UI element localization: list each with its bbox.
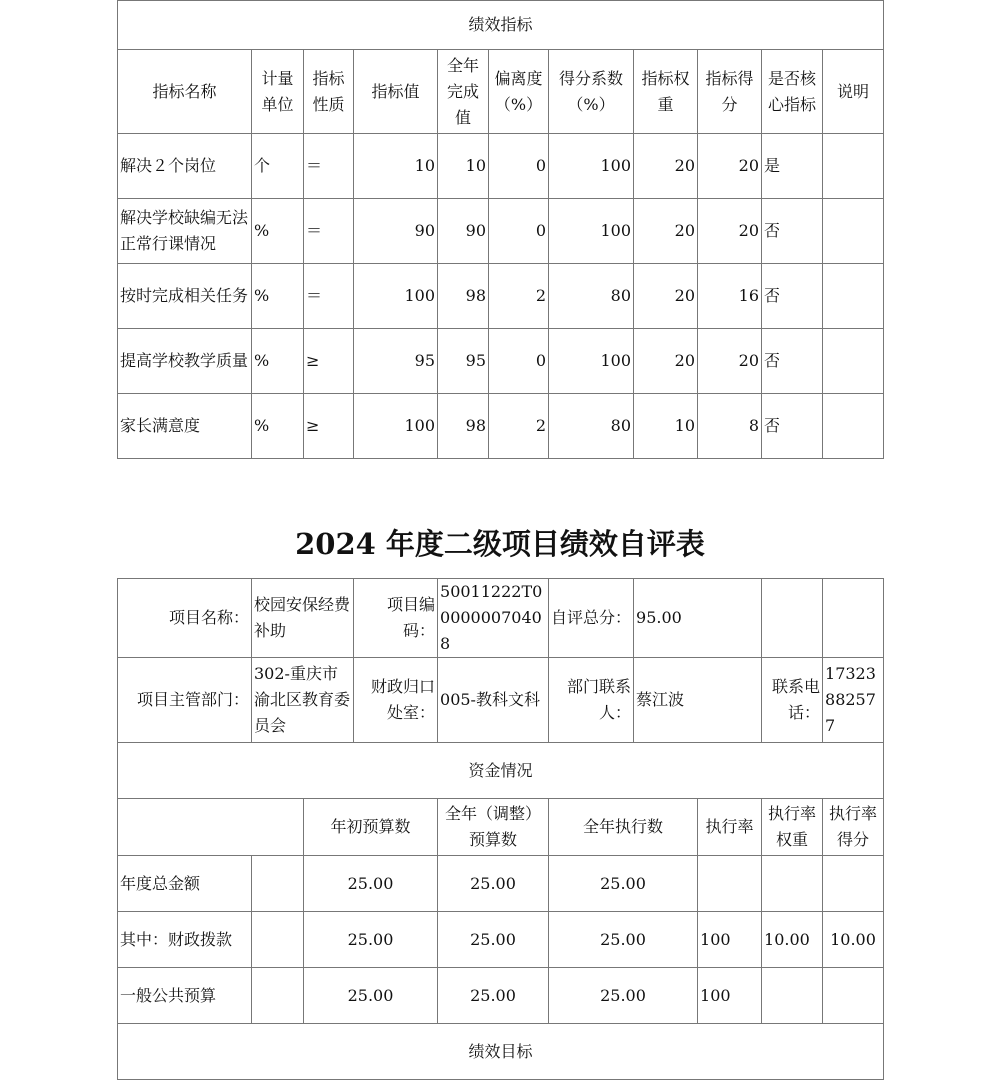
- table-row: [118, 199, 884, 264]
- table-cell: 是: [762, 134, 823, 199]
- table-cell: 年度总金额: [118, 856, 252, 912]
- header-cell: 执行率: [698, 799, 762, 856]
- page-title: 2024 年度二级项目绩效自评表: [295, 527, 705, 561]
- table-cell: 2: [489, 264, 549, 329]
- section-title: 绩效指标: [118, 1, 884, 50]
- table-cell: 20: [634, 264, 698, 329]
- header-cell: 得分系数（%）: [549, 50, 634, 134]
- table-cell: 100: [354, 394, 438, 459]
- table-cell: 否: [762, 329, 823, 394]
- table-cell: 25.00: [304, 968, 438, 1024]
- table-cell: 一般公共预算: [118, 968, 252, 1024]
- dept-label: 项目主管部门：: [118, 658, 252, 743]
- self-evaluation-table: [117, 578, 884, 1080]
- table-cell: 16: [698, 264, 762, 329]
- table-cell: 25.00: [304, 912, 438, 968]
- header-cell: 指标值: [354, 50, 438, 134]
- table-cell: [823, 199, 884, 264]
- header-row: [118, 50, 884, 134]
- table-cell: 2: [489, 394, 549, 459]
- table-cell: 100: [698, 912, 762, 968]
- project-code-label: 项目编码：: [354, 579, 438, 658]
- table-cell: [823, 394, 884, 459]
- table-cell: 95: [438, 329, 489, 394]
- office-value: 005-教科文科: [438, 658, 549, 743]
- table-cell: 解决２个岗位: [118, 134, 252, 199]
- table-cell: 家长满意度: [118, 394, 252, 459]
- table-cell: 100: [549, 199, 634, 264]
- table-cell: [762, 968, 823, 1024]
- phone-label: 联系电话：: [762, 658, 823, 743]
- table-cell: 否: [762, 264, 823, 329]
- table-cell: 98: [438, 394, 489, 459]
- empty-cell: [823, 579, 884, 658]
- table-cell: 10.00: [823, 912, 884, 968]
- header-cell: 说明: [823, 50, 884, 134]
- dept-value: 302-重庆市渝北区教育委员会: [252, 658, 354, 743]
- table-cell: 25.00: [549, 968, 698, 1024]
- empty-cell: [252, 856, 304, 912]
- table-cell: 100: [354, 264, 438, 329]
- table-cell: 10: [354, 134, 438, 199]
- table-cell: 20: [634, 329, 698, 394]
- project-name-label: 项目名称：: [118, 579, 252, 658]
- header-cell: 执行率权重: [762, 799, 823, 856]
- table-cell: 25.00: [438, 856, 549, 912]
- header-cell: 偏离度（%）: [489, 50, 549, 134]
- table-cell: [698, 856, 762, 912]
- performance-indicator-table: [117, 0, 884, 459]
- score-value: 95.00: [634, 579, 762, 658]
- table-cell: 100: [549, 134, 634, 199]
- empty-cell: [762, 579, 823, 658]
- table-cell: 25.00: [549, 856, 698, 912]
- table-cell: 否: [762, 199, 823, 264]
- table-cell: 10: [438, 134, 489, 199]
- table-cell: 25.00: [549, 912, 698, 968]
- phone-value: 17323882577: [823, 658, 884, 743]
- header-cell: 全年完成值: [438, 50, 489, 134]
- table-cell: [762, 856, 823, 912]
- contact-label: 部门联系人：: [549, 658, 634, 743]
- table-cell: 0: [489, 134, 549, 199]
- table-cell: 0: [489, 329, 549, 394]
- header-cell: 执行率得分: [823, 799, 884, 856]
- table-cell: %: [252, 264, 304, 329]
- table-cell: 0: [489, 199, 549, 264]
- table-cell: 20: [698, 199, 762, 264]
- funds-header-row: [118, 799, 884, 856]
- table-cell: 8: [698, 394, 762, 459]
- table-cell: 98: [438, 264, 489, 329]
- empty-cell: [118, 799, 304, 856]
- table-cell: 100: [698, 968, 762, 1024]
- table-cell: ≥: [304, 329, 354, 394]
- table-row: [118, 134, 884, 199]
- header-cell: 指标权重: [634, 50, 698, 134]
- table-cell: 25.00: [304, 856, 438, 912]
- table-cell: ≥: [304, 394, 354, 459]
- header-cell: 是否核心指标: [762, 50, 823, 134]
- table-cell: 提高学校教学质量: [118, 329, 252, 394]
- table-cell: [823, 856, 884, 912]
- table-cell: 20: [698, 329, 762, 394]
- project-name: 校园安保经费补助: [252, 579, 354, 658]
- funds-row: [118, 912, 884, 968]
- header-cell: 指标性质: [304, 50, 354, 134]
- header-cell: 全年执行数: [549, 799, 698, 856]
- table-row: [118, 329, 884, 394]
- table-cell: 95: [354, 329, 438, 394]
- table-row: [118, 264, 884, 329]
- header-cell: 全年（调整）预算数: [438, 799, 549, 856]
- table-cell: [823, 264, 884, 329]
- table-cell: %: [252, 394, 304, 459]
- table-cell: 其中：财政拨款: [118, 912, 252, 968]
- table-cell: 10: [634, 394, 698, 459]
- table-cell: 个: [252, 134, 304, 199]
- table-cell: 100: [549, 329, 634, 394]
- table-cell: ＝: [304, 134, 354, 199]
- table-cell: 20: [698, 134, 762, 199]
- empty-cell: [252, 968, 304, 1024]
- table-cell: 90: [354, 199, 438, 264]
- table-row: [118, 394, 884, 459]
- table-cell: 25.00: [438, 912, 549, 968]
- table-cell: 80: [549, 394, 634, 459]
- funds-row: [118, 856, 884, 912]
- table-cell: %: [252, 199, 304, 264]
- table-cell: ＝: [304, 199, 354, 264]
- table-cell: [823, 329, 884, 394]
- table-cell: 按时完成相关任务: [118, 264, 252, 329]
- office-label: 财政归口处室：: [354, 658, 438, 743]
- goals-section-title: 绩效目标: [118, 1024, 884, 1080]
- table-cell: [823, 134, 884, 199]
- empty-cell: [252, 912, 304, 968]
- funds-section-title: 资金情况: [118, 743, 884, 799]
- table-cell: ＝: [304, 264, 354, 329]
- table-cell: 解决学校缺编无法正常行课情况: [118, 199, 252, 264]
- table-cell: 80: [549, 264, 634, 329]
- table-cell: %: [252, 329, 304, 394]
- header-cell: 指标名称: [118, 50, 252, 134]
- table-cell: 25.00: [438, 968, 549, 1024]
- header-cell: 计量单位: [252, 50, 304, 134]
- table-cell: [823, 968, 884, 1024]
- table-cell: 10.00: [762, 912, 823, 968]
- table-cell: 否: [762, 394, 823, 459]
- table-cell: 20: [634, 199, 698, 264]
- header-cell: 指标得分: [698, 50, 762, 134]
- project-code: 50011222T000000070408: [438, 579, 549, 658]
- table-cell: 20: [634, 134, 698, 199]
- header-cell: 年初预算数: [304, 799, 438, 856]
- table-cell: 90: [438, 199, 489, 264]
- score-label: 自评总分：: [549, 579, 634, 658]
- funds-row: [118, 968, 884, 1024]
- contact-value: 蔡江波: [634, 658, 762, 743]
